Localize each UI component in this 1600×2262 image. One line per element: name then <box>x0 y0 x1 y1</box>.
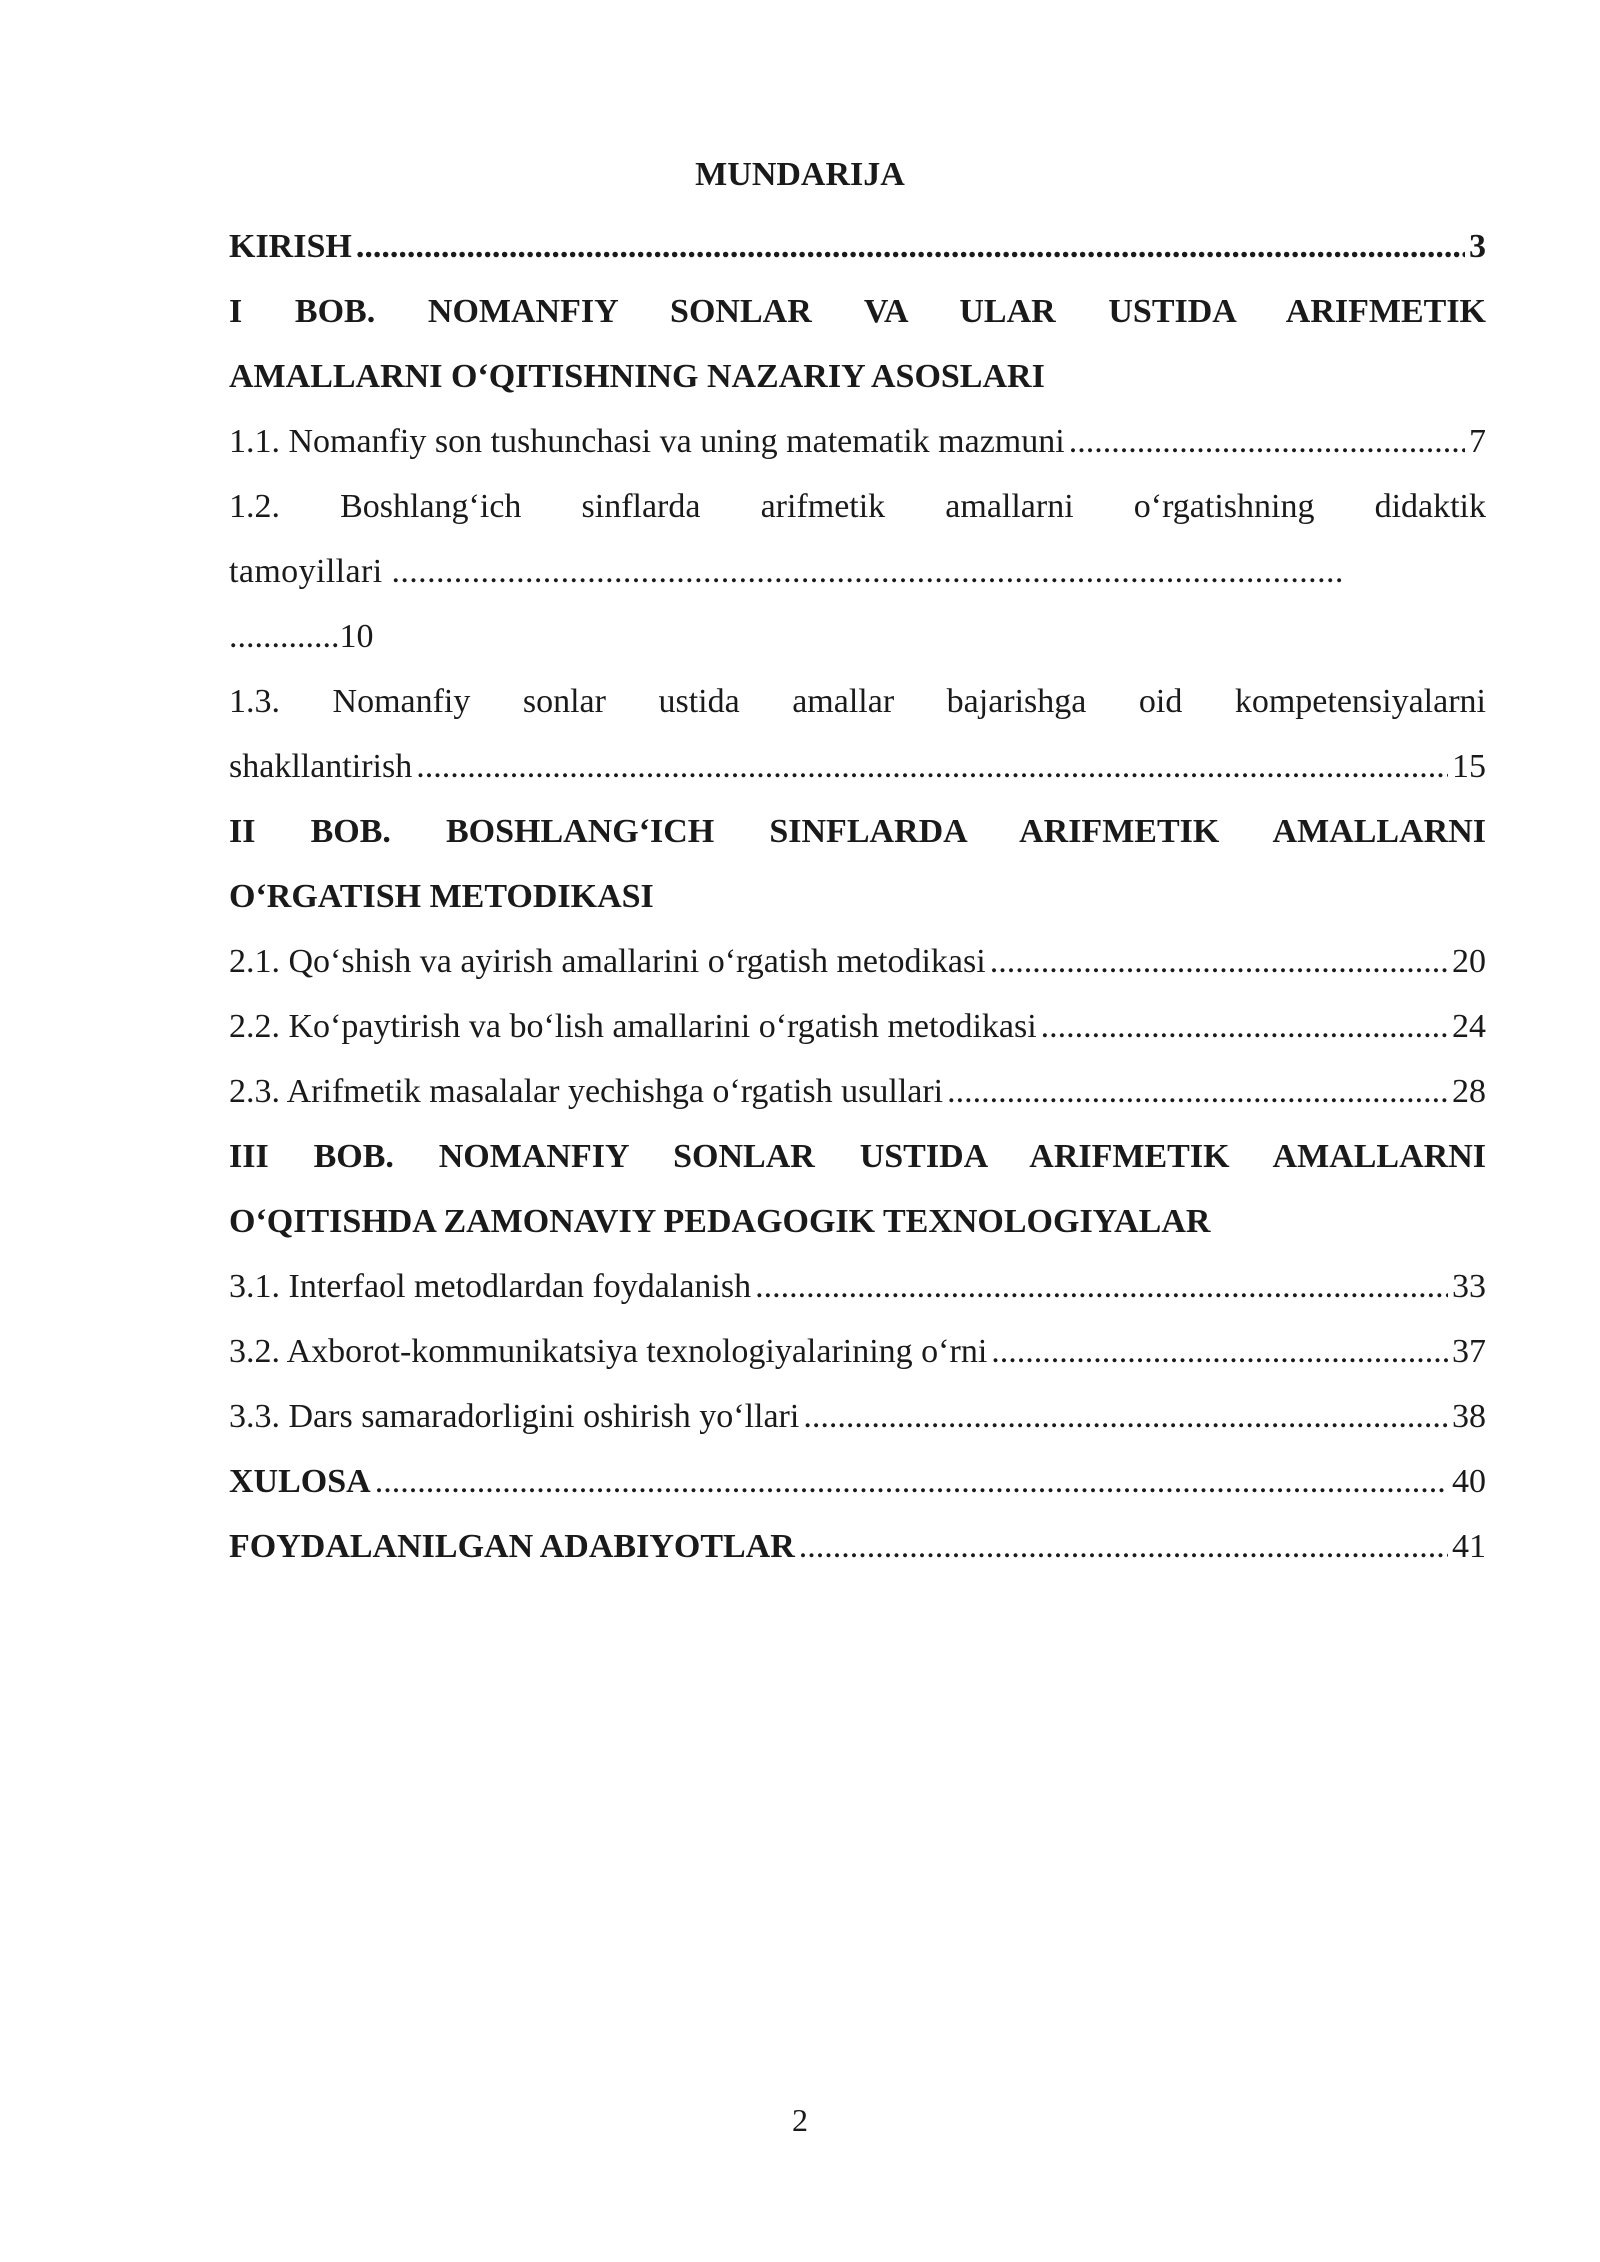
dot-leader <box>991 1319 1448 1384</box>
toc-entry-text: 2.3. Arifmetik masalalar yechishga o‘rgatish usullari <box>229 1073 944 1110</box>
toc-page-number: 24 <box>1452 1008 1486 1045</box>
toc-entry-text: 2.2. Ko‘paytirish va bo‘lish amallarini o‘rgatish metodikasi <box>229 1008 1037 1045</box>
toc-entry-1-2-line-1[interactable]: 1.2. Boshlang‘ich sinflarda arifmetik amallarni o‘rgatishning didaktik <box>229 488 1486 525</box>
toc-entry-1-2-line-3[interactable]: .............10 <box>229 618 374 655</box>
toc-entry-text: 3.3. Dars samaradorligini oshirish yo‘llari <box>229 1398 800 1435</box>
dot-leader <box>1069 409 1465 474</box>
toc-chapter-1-line-1[interactable]: I BOB. NOMANFIY SONLAR VA ULAR USTIDA ARIFMETIK <box>229 293 1486 330</box>
toc-entry-xulosa[interactable] <box>229 1449 1486 1514</box>
toc-page-number: 28 <box>1452 1073 1486 1110</box>
toc-page-number: 40 <box>1452 1463 1486 1500</box>
toc-entry-text: XULOSA <box>229 1463 371 1500</box>
toc-page-number: 3 <box>1469 228 1486 265</box>
dot-leader <box>990 929 1448 994</box>
toc-chapter-3-line-1[interactable]: III BOB. NOMANFIY SONLAR USTIDA ARIFMETIK AMALLARNI <box>229 1138 1486 1175</box>
toc-entry-text: FOYDALANILGAN ADABIYOTLAR <box>229 1528 795 1565</box>
page-number: 2 <box>792 2102 808 2138</box>
dot-leader <box>375 1449 1448 1514</box>
dot-leader <box>803 1384 1448 1449</box>
dot-leader <box>947 1059 1448 1124</box>
toc-page-number: 38 <box>1452 1398 1486 1435</box>
toc-page-number: 33 <box>1452 1268 1486 1305</box>
toc-entry-3-2[interactable] <box>229 1319 1486 1384</box>
toc-page-number: 41 <box>1452 1528 1486 1565</box>
dot-leader <box>1041 994 1448 1059</box>
toc-chapter-2-line-2[interactable]: O‘RGATISH METODIKASI <box>229 878 654 915</box>
dot-leader <box>755 1254 1448 1319</box>
toc-entry-text: KIRISH <box>229 228 352 265</box>
toc-entry-text: 3.2. Axborot-kommunikatsiya texnologiyalarining o‘rni <box>229 1333 988 1370</box>
toc-page-number: 37 <box>1452 1333 1486 1370</box>
toc-page-number: 15 <box>1452 748 1486 785</box>
toc-entry-1-3-line-2[interactable] <box>229 734 1486 799</box>
dot-leader <box>799 1514 1448 1579</box>
dot-leader <box>356 214 1465 279</box>
toc-entry-text: 2.1. Qo‘shish va ayirish amallarini o‘rgatish metodikasi <box>229 943 986 980</box>
toc-entry-text: shakllantirish <box>229 748 413 785</box>
dot-leader <box>416 734 1448 799</box>
toc-page-number: 20 <box>1452 943 1486 980</box>
toc-chapter-2-line-1[interactable]: II BOB. BOSHLANG‘ICH SINFLARDA ARIFMETIK AMALLARNI <box>229 813 1486 850</box>
toc-entry-3-3[interactable] <box>229 1384 1486 1449</box>
table-of-contents <box>229 214 1486 1579</box>
toc-entry-3-1[interactable] <box>229 1254 1486 1319</box>
toc-entry-1-2-line-2[interactable]: tamoyillari ........................................................................................................... <box>229 553 1344 590</box>
toc-entry-2-3[interactable] <box>229 1059 1486 1124</box>
toc-entry-1-3-line-1[interactable]: 1.3. Nomanfiy sonlar ustida amallar bajarishga oid kompetensiyalarni <box>229 683 1486 720</box>
toc-title: MUNDARIJA <box>695 156 905 193</box>
toc-entry-adabiyotlar[interactable] <box>229 1514 1486 1579</box>
toc-entry-2-2[interactable] <box>229 994 1486 1059</box>
toc-entry-1-1[interactable] <box>229 409 1486 474</box>
toc-chapter-3-line-2[interactable]: O‘QITISHDA ZAMONAVIY PEDAGOGIK TEXNOLOGIYALAR <box>229 1203 1211 1240</box>
toc-entry-text: 3.1. Interfaol metodlardan foydalanish <box>229 1268 752 1305</box>
toc-entry-2-1[interactable] <box>229 929 1486 994</box>
toc-entry-kirish[interactable] <box>229 214 1486 279</box>
toc-page-number: 7 <box>1469 423 1486 460</box>
toc-entry-text: 1.1. Nomanfiy son tushunchasi va uning matematik mazmuni <box>229 423 1065 460</box>
toc-chapter-1-line-2[interactable]: AMALLARNI O‘QITISHNING NAZARIY ASOSLARI <box>229 358 1045 395</box>
